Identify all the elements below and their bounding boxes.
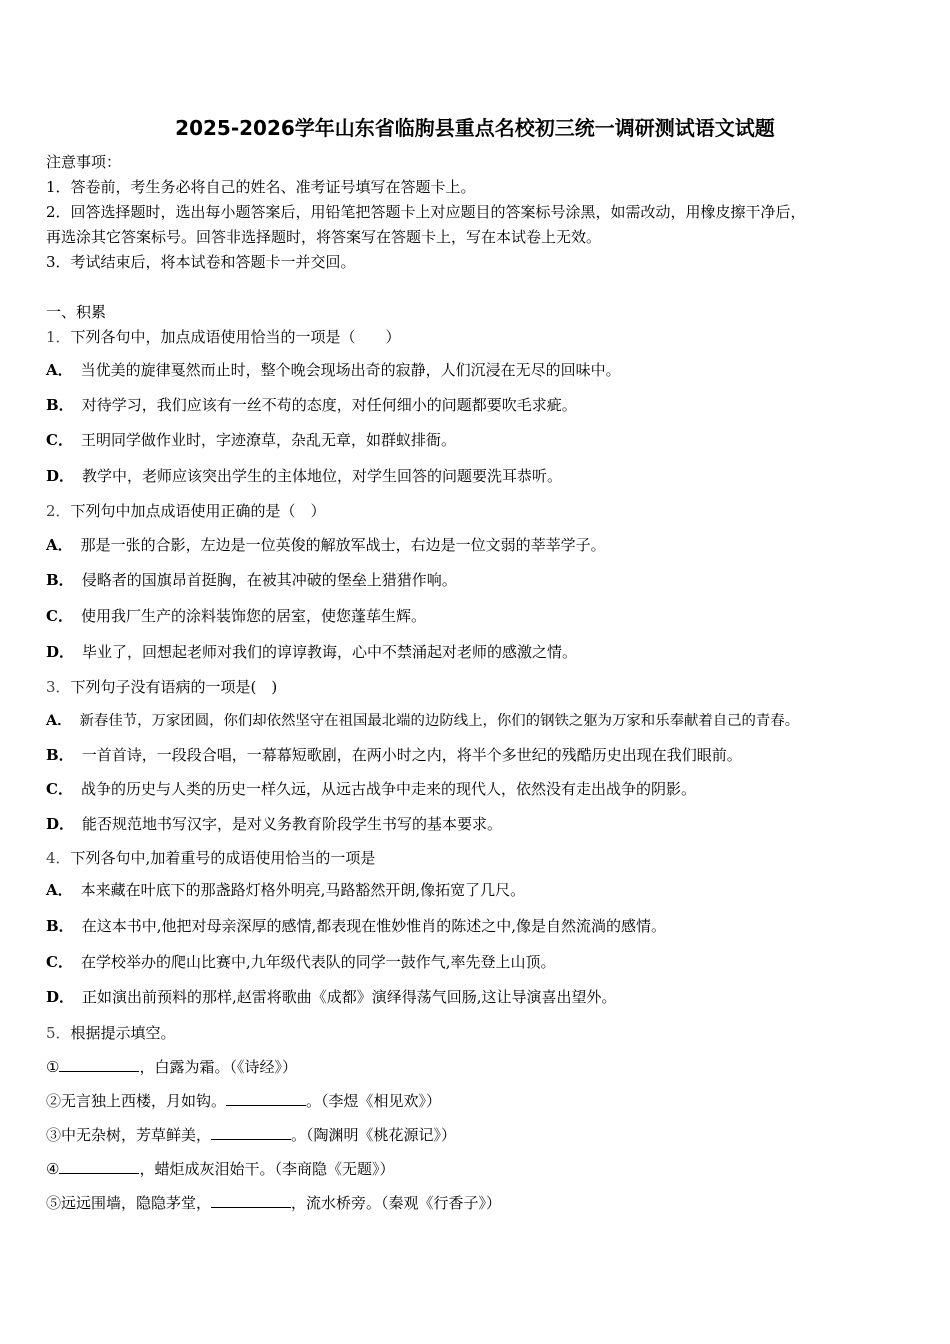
question-stem — [46, 501, 326, 521]
question-stem — [46, 327, 401, 347]
option-label: A． — [46, 536, 73, 554]
question-number: 1． — [46, 328, 71, 346]
answer-blank[interactable] — [59, 1159, 139, 1174]
fill-suffix: ，蜡炬成灰泪始干。（李商隐《无题》） — [139, 1160, 395, 1178]
option-text: 战争的历史与人类的历史一样久远，从远古战争中走来的现代人，依然没有走出战争的阴影。 — [80, 780, 696, 798]
option-a — [46, 535, 606, 555]
option-text: 能否规范地书写汉字，是对义务教育阶段学生书写的基本要求。 — [82, 815, 503, 833]
option-d — [46, 987, 617, 1007]
notice-heading: 注意事项： — [46, 153, 122, 171]
option-text: 在学校举办的爬山比赛中,九年级代表队的同学一鼓作气,率先登上山顶。 — [80, 953, 556, 971]
notice-item: 1．答卷前，考生务必将自己的姓名、准考证号填写在答题卡上。 — [46, 178, 476, 196]
option-text: 毕业了，回想起老师对我们的谆谆教诲，心中不禁涌起对老师的感激之情。 — [82, 643, 578, 661]
option-text: 正如演出前预料的那样,赵雷将歌曲《成都》演绎得荡气回肠,这让导演喜出望外。 — [82, 988, 617, 1006]
question-text: 下列各句中，加点成语使用恰当的一项是（ ） — [70, 328, 401, 346]
option-label: D． — [46, 643, 75, 661]
option-label: C． — [46, 431, 73, 449]
option-text: 对待学习，我们应该有一丝不苟的态度，对任何细小的问题都要吹毛求疵。 — [81, 396, 577, 414]
option-b — [46, 570, 457, 590]
fill-prefix: ③中无杂树，芳草鲜美， — [46, 1126, 212, 1144]
option-label: B． — [46, 571, 74, 589]
question-number: 2． — [46, 502, 71, 520]
option-c — [46, 952, 556, 972]
option-b — [46, 745, 742, 765]
option-label: D． — [46, 988, 75, 1006]
fill-blank-item — [46, 1091, 441, 1111]
fill-blank-item — [46, 1159, 394, 1179]
fill-prefix: ②无言独上西楼，月如钩。 — [46, 1092, 227, 1110]
option-label: A． — [46, 881, 73, 899]
question-number: 5． — [46, 1024, 71, 1042]
fill-suffix: 。（李煜《相见欢》） — [306, 1092, 442, 1110]
question-number: 3． — [46, 678, 71, 696]
notice-item: 再选涂其它答案标号。回答非选择题时，将答案写在答题卡上，写在本试卷上无效。 — [46, 228, 602, 246]
option-label: B． — [46, 396, 74, 414]
option-b — [46, 395, 577, 415]
option-label: D． — [46, 467, 75, 485]
option-a — [46, 360, 621, 380]
option-text: 一首首诗，一段段合唱，一幕幕短歌剧，在两小时之内，将半个多世纪的残酷历史出现在我们眼前。 — [81, 746, 742, 764]
option-c — [46, 779, 696, 799]
option-d — [46, 642, 577, 662]
question-stem — [46, 677, 277, 697]
option-label: B． — [46, 746, 74, 764]
option-a — [46, 711, 799, 731]
answer-blank[interactable] — [211, 1125, 291, 1140]
option-d — [46, 466, 562, 486]
fill-prefix: ⑤远远围墙，隐隐茅堂， — [46, 1194, 212, 1212]
option-text: 王明同学做作业时，字迹潦草，杂乱无章，如群蚁排衙。 — [80, 431, 456, 449]
option-text: 当优美的旋律戛然而止时，整个晚会现场出奇的寂静，人们沉浸在无尽的回味中。 — [80, 361, 621, 379]
option-label: C． — [46, 607, 73, 625]
answer-blank[interactable] — [211, 1193, 291, 1208]
answer-blank[interactable] — [226, 1091, 306, 1106]
page-title: 2025-2026学年山东省临朐县重点名校初三统一调研测试语文试题 — [175, 116, 775, 140]
question-text: 下列句中加点成语使用正确的是（ ） — [70, 502, 326, 520]
fill-suffix: ，白露为霜。（《诗经》） — [139, 1058, 297, 1076]
option-text: 那是一张的合影，左边是一位英俊的解放军战士，右边是一位文弱的莘莘学子。 — [80, 536, 606, 554]
fill-suffix: 。（陶渊明《桃花源记》） — [291, 1126, 457, 1144]
option-label: C． — [46, 953, 73, 971]
option-text: 使用我厂生产的涂料装饰您的居室，使您蓬荜生辉。 — [80, 607, 426, 625]
option-c — [46, 606, 426, 626]
fill-prefix: ④ — [46, 1160, 60, 1178]
notice-item: 3．考试结束后，将本试卷和答题卡一并交回。 — [46, 253, 356, 271]
answer-blank[interactable] — [59, 1057, 139, 1072]
option-label: A． — [46, 361, 73, 379]
question-text: 下列句子没有语病的一项是( ) — [70, 678, 278, 696]
option-label: A． — [46, 712, 72, 729]
option-text: 新春佳节，万家团圆，你们却依然坚守在祖国最北端的边防线上，你们的钢铁之躯为万家和乐奉献着自己的青春。 — [79, 713, 800, 729]
option-c — [46, 430, 456, 450]
question-text: 根据提示填空。 — [70, 1024, 176, 1042]
option-text: 侵略者的国旗昂首挺胸，在被其冲破的堡垒上猎猎作响。 — [81, 571, 457, 589]
option-label: C． — [46, 780, 73, 798]
fill-blank-item — [46, 1057, 297, 1077]
question-stem — [46, 1023, 176, 1043]
option-label: D． — [46, 815, 75, 833]
option-text: 在这本书中,他把对母亲深厚的感情,都表现在惟妙惟肖的陈述之中,像是自然流淌的感情。 — [81, 917, 666, 935]
section-heading: 一、积累 — [46, 303, 107, 321]
fill-blank-item — [46, 1193, 501, 1213]
option-d — [46, 814, 502, 834]
option-label: B． — [46, 917, 74, 935]
option-text: 本来藏在叶底下的那盏路灯格外明亮,马路豁然开朗,像拓宽了几尺。 — [80, 881, 526, 899]
fill-blank-item — [46, 1125, 456, 1145]
question-text: 下列各句中,加着重号的成语使用恰当的一项是 — [70, 849, 376, 867]
option-text: 教学中，老师应该突出学生的主体地位，对学生回答的问题要洗耳恭听。 — [82, 467, 563, 485]
question-stem — [46, 848, 375, 868]
option-b — [46, 916, 666, 936]
notice-item: 2．回答选择题时，选出每小题答案后，用铅笔把答题卡上对应题目的答案标号涂黑，如需改动，用橡皮擦干净后， — [46, 203, 806, 221]
fill-suffix: ，流水桥旁。（秦观《行香子》） — [291, 1194, 502, 1212]
option-a — [46, 880, 525, 900]
fill-prefix: ① — [46, 1058, 60, 1076]
question-number: 4． — [46, 849, 71, 867]
